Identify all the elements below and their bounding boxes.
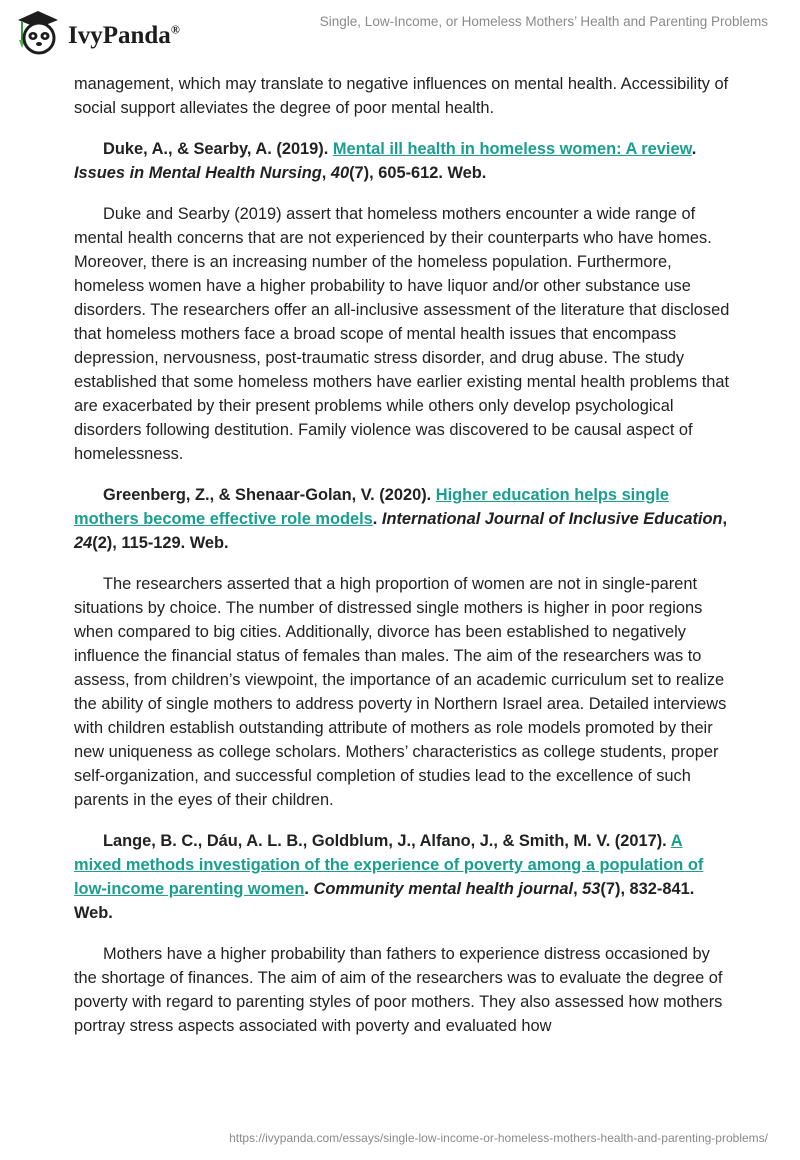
reference-entry: Duke, A., & Searby, A. (2019). Mental ill health in homeless women: A review. Issues in Mental Health Nursing, 40(7), 605-612. Web. — [74, 140, 697, 182]
document-body — [74, 72, 730, 1055]
logo-text: IvyPanda® — [68, 22, 180, 49]
paragraph: The researchers asserted that a high proportion of women are not in single-parent situations by choice. The number of distressed single mothers is higher in poor regions when compared to big cities. Additionally, divorce has been established to negatively influence the financial status of females than males. The aim of the researchers was to assess, from children’s viewpoint, the importance of an academic curriculum set to realize the ability of single mothers to address poverty in Northern Israel area. Detailed interviews with children establish outstanding attribute of mothers as role models promoted by their new uniqueness as college scholars. Mothers’ characteristics as college students, proper self-organization, and successful completion of studies lead to the excellence of such parents in the eyes of their children. — [74, 575, 727, 809]
reference-link[interactable]: Higher education helps single mothers become effective role models — [74, 486, 669, 528]
paragraph: management, which may translate to negative influences on mental health. Accessibility of social support alleviates the degree of poor mental health. — [74, 75, 729, 117]
reference-entry: Greenberg, Z., & Shenaar-Golan, V. (2020). Higher education helps single mothers become effective role models. International Journal of Inclusive Education, 24(2), 115-129. Web. — [74, 486, 728, 552]
reference-link[interactable]: A mixed methods investigation of the experience of poverty among a population of low-income parenting women — [74, 832, 704, 898]
reference-link[interactable]: Mental ill health in homeless women: A review — [332, 140, 692, 158]
document-title: Single, Low-Income, or Homeless Mothers’ Health and Parenting Problems — [319, 14, 768, 29]
ivypanda-logo[interactable] — [14, 8, 180, 56]
page-header — [0, 0, 800, 60]
paragraph: Duke and Searby (2019) assert that homeless mothers encounter a wide range of mental health concerns that are not experienced by their counterparts who have homes. Moreover, there is an increasing number of the homeless population. Furthermore, homeless women have a higher probability to have liquor and/or other substance use disorders. The researchers offer an all-inclusive assessment of the literature that disclosed that homeless mothers face a broad scope of mental health issues that encompass depression, nervousness, post-traumatic stress disorder, and drug abuse. The study established that some homeless mothers have earlier existing mental health problems that are exacerbated by their present problems while others only develop psychological disorders following destitution. Family violence was discovered to be causal aspect of homelessness. — [74, 205, 730, 463]
source-url: https://ivypanda.com/essays/single-low-income-or-homeless-mothers-health-and-parenting-problems/ — [229, 1131, 768, 1145]
paragraph: Mothers have a higher probability than fathers to experience distress occasioned by the shortage of finances. The aim of aim of the researchers was to evaluate the degree of poverty with regard to parenting styles of poor mothers. They also assessed how mothers portray stress aspects associated with poverty and evaluated how — [74, 945, 723, 1035]
panda-graduate-icon — [14, 8, 62, 56]
reference-entry: Lange, B. C., Dáu, A. L. B., Goldblum, J., Alfano, J., & Smith, M. V. (2017). A mixed methods investigation of the experience of poverty among a population of low-income parenting women. Community mental health journal, 53(7), 832-841. Web. — [74, 832, 704, 922]
